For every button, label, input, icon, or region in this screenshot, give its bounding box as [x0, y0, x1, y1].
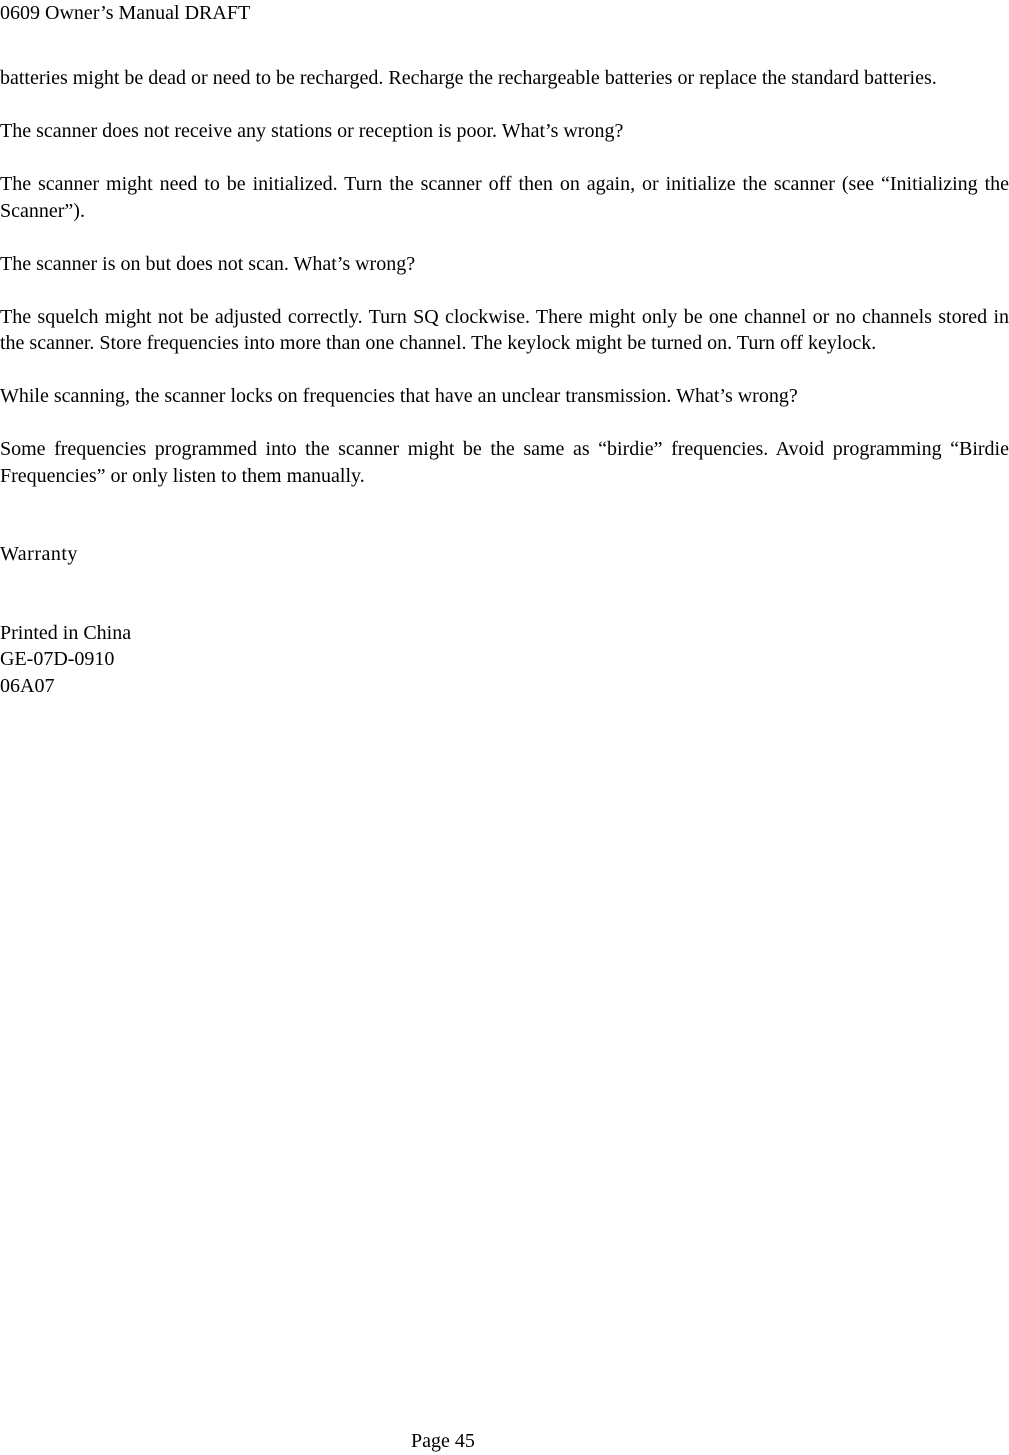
- answer-squelch: The squelch might not be adjusted correctly. Turn SQ clockwise. There might only be one channel or no channels stored in the scanner. Store frequencies into more than one channel. The keylock might be turned on. Turn off keylock.: [0, 305, 1009, 354]
- page-number: Page 45: [411, 1430, 475, 1452]
- question-no-reception: The scanner does not receive any stations or reception is poor. What’s wrong?: [0, 120, 624, 142]
- question-not-scanning: The scanner is on but does not scan. What’s wrong?: [0, 252, 416, 275]
- document-header: 0609 Owner’s Manual DRAFT: [0, 2, 251, 24]
- document-body: [0, 65, 1009, 699]
- revision-code-line: 06A07: [0, 674, 55, 697]
- print-info: [0, 620, 1009, 700]
- question-unclear-transmission: While scanning, the scanner locks on frequencies that have an unclear transmission. What’s wrong?: [0, 385, 798, 407]
- answer-initialize: The scanner might need to be initialized. Turn the scanner off then on again, or initialize the scanner (see “Initializing the Scanner”).: [0, 173, 1009, 222]
- paragraph-battery: batteries might be dead or need to be recharged. Recharge the rechargeable batteries or replace the standard batteries.: [0, 67, 937, 89]
- printed-in-line: Printed in China: [0, 621, 132, 644]
- answer-birdie-frequencies: Some frequencies programmed into the scanner might be the same as “birdie” frequencies. Avoid programming “Birdie Frequencies” or only listen to them manually.: [0, 438, 1009, 487]
- warranty-heading: Warranty: [0, 543, 78, 565]
- part-number-line: GE-07D-0910: [0, 648, 115, 670]
